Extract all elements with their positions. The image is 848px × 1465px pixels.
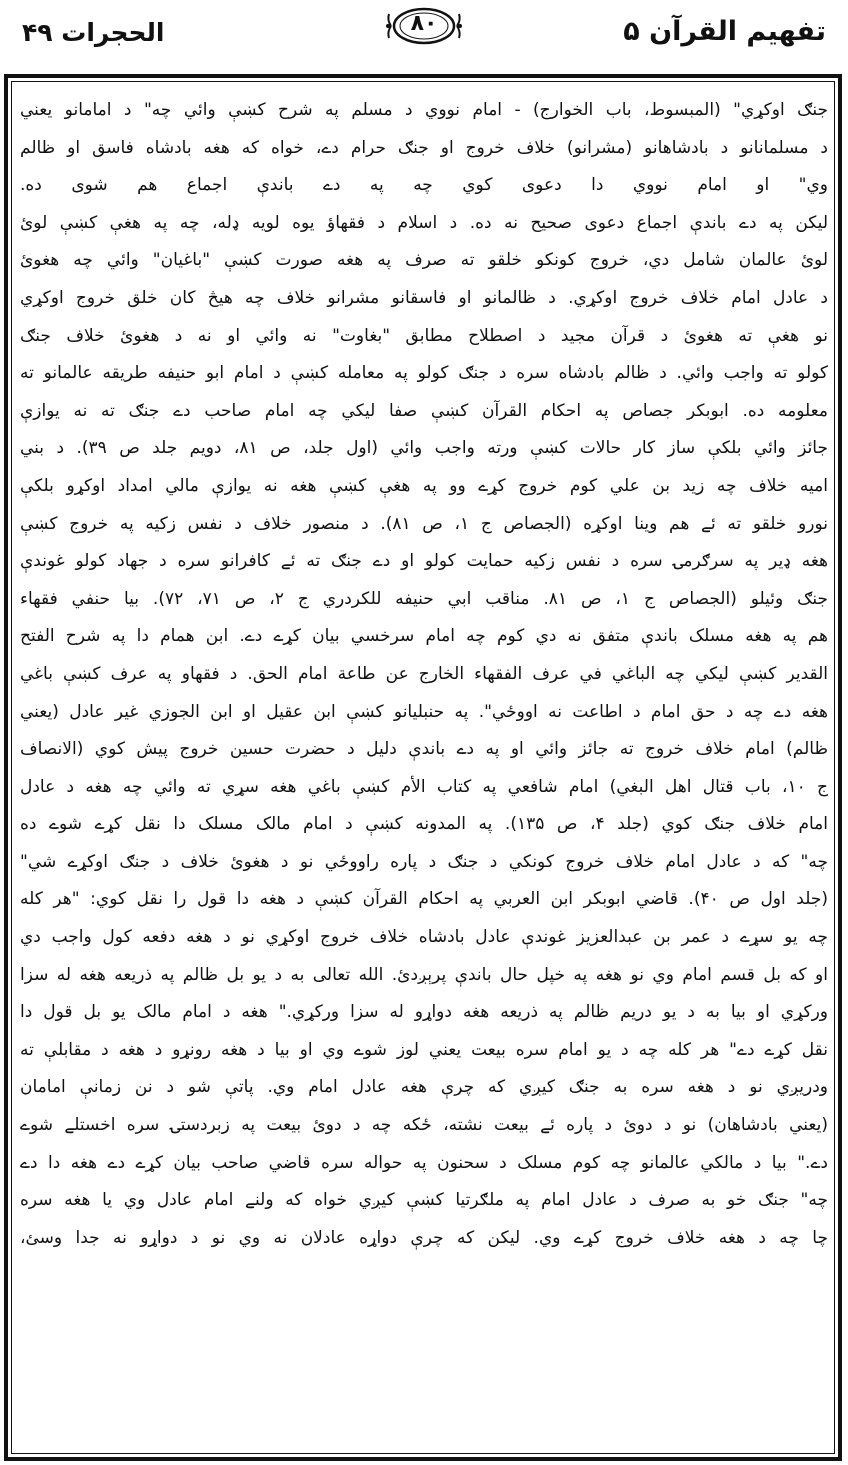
text-line: دے." بیا د مالکي عالمانو چه کوم مسلک د سحنون په حواله سره قاضي صاحب بیان کړے دے هغه دا دے — [20, 1152, 828, 1173]
text-line: د مسلمانانو د بادشاهانو (مشرانو) خلاف خروج او جنګ حرام دے، خواه که هغه بادشاه فاسق او ظالم — [20, 137, 828, 158]
text-line: هغه ډیر په سرګرمۍ سره د نفس زکیه حمایت کولو او دے جنګ ته ئے کافرانو سره د جهاد کولو غوندې — [20, 551, 828, 572]
text-line: معلومه ده. ابوبکر جصاص په احکام القرآن کښې صفا لیکي چه امام صاحب دے جنګ ته نه یوازې — [20, 400, 828, 421]
surah-name: الحجرات ۴۹ — [22, 18, 165, 47]
body-text — [20, 92, 828, 1450]
text-line: هم په هغه مسلک باندې متفق نه دي کوم چه امام سرخسي بیان کړے دے. ابن همام دا په شرح الفتح — [20, 626, 828, 647]
text-line: (یعني بادشاهان) نو د دوئ د پاره ئے بیعت نشته، ځکه چه د دوئ بیعت په زبردستۍ سره اخستلے شوے — [20, 1115, 828, 1136]
book-title: تفهیم القرآن ۵ — [623, 16, 826, 47]
page-number-badge — [385, 4, 463, 48]
text-line: القدیر کښې لیکي چه الباغي في عرف الفقهاء الخارج عن طاعة امام الحق. د فقهاو په عرف کښې باغي — [20, 663, 828, 684]
text-line: جنګ اوکړي" (المبسوط، باب الخوارج) - امام نووي د مسلم په شرح کښې وائي چه" د امامانو یعني — [20, 100, 828, 120]
text-line: چه" که د عادل امام خلاف خروج کونکي د جنګ د پاره راووځي نو د هغوئ خلاف د جنګ اوکړے شي" — [20, 851, 828, 872]
text-line: نو هغې ته هغوئ د قرآن مجید د اصطلاح مطابق "بغاوت" نه وائي او نه د هغوئ خلاف جنګ — [20, 325, 828, 346]
text-line: کولو ته واجب وائي. د ظالم بادشاه سره د جنګ کولو په معامله کښې د امام ابو حنیفه طریقه عالمانو ته — [20, 363, 828, 384]
text-line: امام خلاف جنګ کوي (جلد ۴، ص ۱۳۵). په المدونه کښې د امام مالک مسلک دا نقل کړے شوے ده — [20, 814, 828, 835]
page-number: ۸۰ — [410, 11, 438, 36]
text-line: لوئ عالمان شامل دي، خروج کونکو خلقو ته صرف په هغه صورت کښې "باغیان" وائي چه هغوئ — [20, 250, 828, 271]
text-line: (جلد اول ص ۴۰). قاضي ابوبکر ابن العربي په احکام القرآن کښې د هغه دا قول را نقل کوي: "هر کله — [20, 889, 828, 910]
text-line: هغه دے چه د حق امام د اطاعت نه اووځي". په حنبلیانو کښې ابن عقیل او ابن الجوزي غیر عادل (یعني — [20, 701, 828, 722]
text-line: د عادل امام خلاف خروج اوکړي. د ظالمانو او فاسقانو مشرانو خلاف چه هیڅ کان خلق خروج اوکړي — [20, 287, 828, 308]
text-line: ج ۱۰، باب قتال اهل البغي) امام شافعي په کتاب الأم کښې باغي هغه سړي ته وائي چه هغه د عادل — [20, 776, 828, 797]
text-line: جائز وائي بلکې ساز کار حالات کښې ورته واجب وائي (اول جلد، ص ۸۱، دویم جلد ص ۳۹). د بني — [20, 438, 828, 459]
text-line: او که بل قسم امام وي نو هغه په خپل حال باندې پرېږدئ. الله تعالی به د یو بل ظالم په ذریعه هغه له سزا — [20, 964, 828, 985]
text-line: چا چه د هغه خلاف خروج کړے وي. لیکن که چرې دواړه عادلان نه وي نو د دواړو نه جدا وسئ، — [20, 1227, 828, 1248]
page-header — [0, 0, 848, 70]
text-line: لیکن په دے باندې اجماع دعوی صحیح نه ده. د اسلام د فقهاؤ یوه لویه ډله، چه په هغې کښې لوئ — [20, 212, 828, 233]
text-line: ورکړي او بیا به د یو دریم ظالم په ذریعه هغه دواړو له سزا ورکړي." هغه د امام مالک یو بل قول دا — [20, 1002, 828, 1023]
text-line: ظالم) امام خلاف خروج ته جائز وائي او په دے باندې دلیل د حضرت حسین خروج پیش کوي (الانصاف — [20, 739, 828, 760]
text-line: چه یو سړے د عمر بن عبدالعزیز غوندې عادل بادشاه خلاف خروج اوکړي نو د هغه دفعه کول واجب دي — [20, 927, 828, 948]
text-line: نورو خلقو ته ئے هم وینا اوکړه (الجصاص ج ۱، ص ۸۱). د منصور خلاف د نفس زکیه په خروج کښې — [20, 513, 828, 534]
text-line: جنګ وئیلو (الجصاص ج ۱، ص ۸۱. مناقب ابي حنیفه للکردري ج ۲، ص ۷۱، ۷۲). بیا حنفي فقهاء — [20, 588, 828, 609]
text-line: چه" جنګ خو به صرف د عادل امام په ملګرتیا کښې کیږي خواه که ولنے امام عادل وي یا هغه سره — [20, 1190, 828, 1211]
text-line: نقل کړے دے" هر کله چه د یو امام سره بیعت یعني لوز شوے وي او بیا د هغه رونړو د هغه د مقابلې ته — [20, 1039, 828, 1060]
text-line: ودریږي نو د هغه سره به جنګ کیږي که چرې هغه عادل امام وي. پاتې شو د نن زمانې امامان — [20, 1077, 828, 1098]
text-line: امیه خلاف چه زید بن علي کوم خروج کړے وو په هغې کښې هغه نه یوازې مالي امداد اوکړو بلکې — [20, 475, 828, 496]
text-line: وي" او امام نووي دا دعوی کوي چه په دے باندې اجماع هم شوی ده. — [20, 175, 828, 196]
